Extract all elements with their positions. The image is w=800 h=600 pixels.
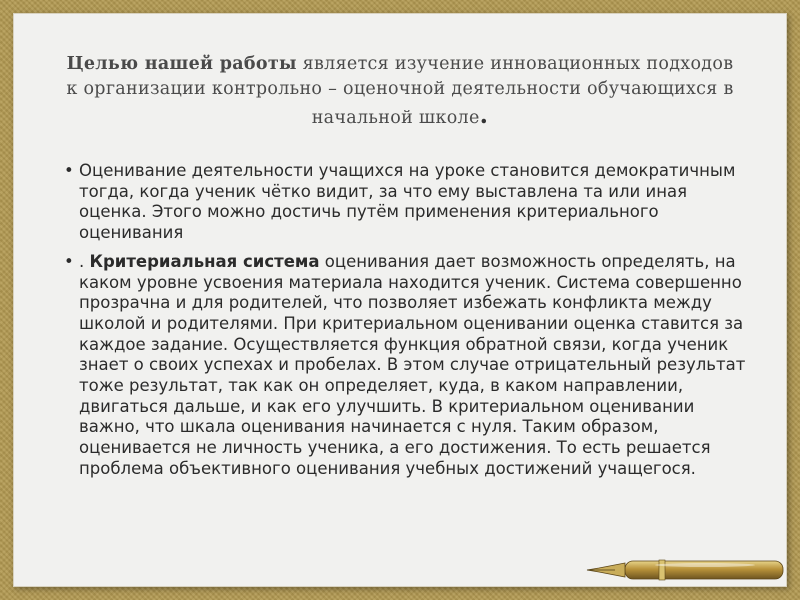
fountain-pen-icon: [585, 556, 785, 584]
slide-title: [60, 52, 740, 131]
bullet-marker: •: [64, 251, 74, 271]
slide-body: [62, 161, 752, 488]
bullet-text: оценивания дает возможность определять, на каком уровне усвоения материала находится ученик. Система совершенно прозрачна и для родителей, что позволяет избежать конфликта между школой и родителями. При критериальном оценивании оценка ставится за каждое задание. Осуществляется функция обратной связи, когда ученик знает о своих успехах и пробелах. В этом случае отрицательный результат тоже результат, так как он определяет, куда, в каком направлении, двигаться дальше, и как его улучшить. В критериальном оценивании важно, что шкала оценивания начинается с нуля. Таким образом, оценивается не личность ученика, а его достижения. То есть решается проблема объективного оценивания учебных достижений учащегося.: [79, 251, 746, 478]
bullet-item: [62, 252, 752, 480]
bullet-text: Оценивание деятельности учащихся на уроке становится демократичным тогда, когда ученик чётко видит, за что ему выставлена та или иная оценка. Этого можно достичь путём применения критериального оценивания: [79, 161, 736, 243]
title-line2: к организации контрольно – оценочной деятельности обучающихся в: [66, 79, 734, 99]
title-line1-rest: является изучение инновационных подходов: [296, 54, 734, 74]
bullet-prefix: .: [79, 251, 90, 271]
bullet-bold-term: Критериальная система: [89, 251, 320, 271]
bullet-marker: •: [64, 161, 74, 180]
title-bold: Целью нашей работы: [66, 54, 297, 74]
title-end-mark: .: [479, 100, 489, 129]
title-line3: начальной школе: [311, 108, 480, 128]
bullet-item: [62, 161, 752, 244]
